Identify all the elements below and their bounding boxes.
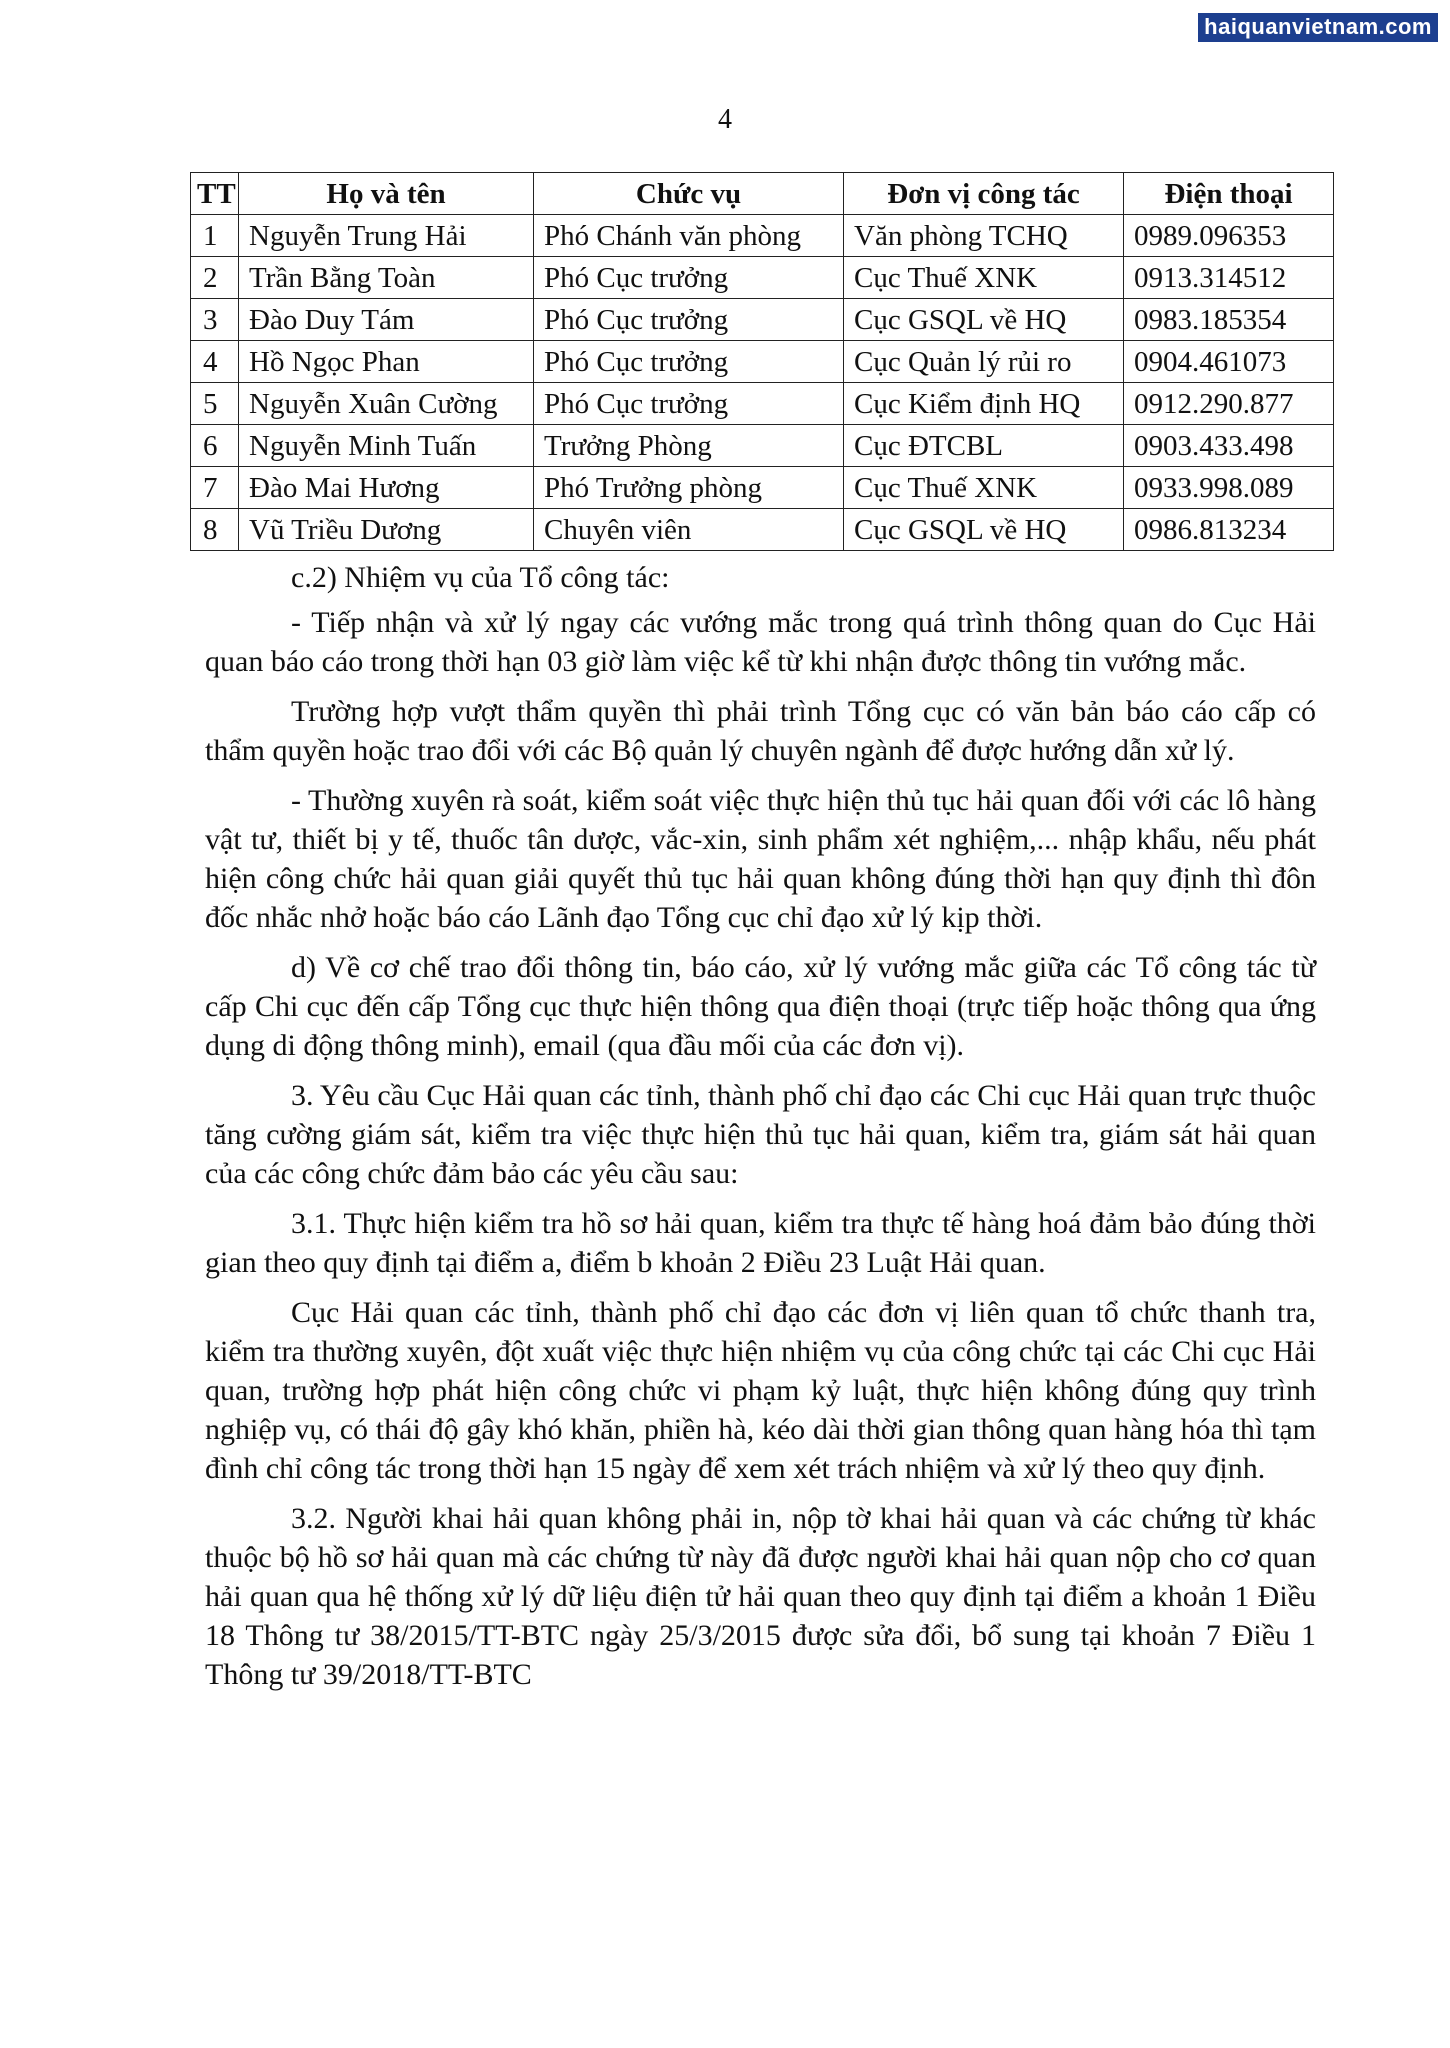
cell-tt: 2 (191, 257, 239, 299)
cell-name: Nguyễn Xuân Cường (239, 383, 534, 425)
cell-position: Phó Cục trưởng (534, 341, 844, 383)
document-body (205, 558, 1316, 1705)
cell-phone: 0904.461073 (1124, 341, 1334, 383)
cell-name: Trần Bằng Toàn (239, 257, 534, 299)
cell-tt: 3 (191, 299, 239, 341)
paragraph: 3. Yêu cầu Cục Hải quan các tỉnh, thành phố chỉ đạo các Chi cục Hải quan trực thuộc tăng cường giám sát, kiểm tra việc thực hiện thủ tục hải quan, kiểm tra, giám sát hải quan của các công chức đảm bảo các yêu cầu sau: (205, 1079, 1316, 1190)
cell-phone: 0912.290.877 (1124, 383, 1334, 425)
staff-table (190, 172, 1334, 551)
section-heading-c2: c.2) Nhiệm vụ của Tổ công tác: (291, 561, 670, 594)
cell-unit: Cục Quản lý rủi ro (844, 341, 1124, 383)
paragraph: Cục Hải quan các tỉnh, thành phố chỉ đạo các đơn vị liên quan tổ chức thanh tra, kiểm tra thường xuyên, đột xuất việc thực hiện nhiệm vụ của công chức tại các Chi cục Hải quan, trường hợp phát hiện công chức vi phạm kỷ luật, thực hiện không đúng quy trình nghiệp vụ, có thái độ gây khó khăn, phiền hà, kéo dài thời gian thông quan hàng hóa thì tạm đình chỉ công tác trong thời hạn 15 ngày để xem xét trách nhiệm và xử lý theo quy định. (205, 1296, 1316, 1485)
cell-position: Phó Cục trưởng (534, 299, 844, 341)
header-tt: TT (191, 173, 239, 215)
cell-tt: 6 (191, 425, 239, 467)
cell-phone: 0989.096353 (1124, 215, 1334, 257)
header-position: Chức vụ (534, 173, 844, 215)
table-row (191, 299, 1334, 341)
cell-position: Phó Trưởng phòng (534, 467, 844, 509)
cell-name: Vũ Triều Dương (239, 509, 534, 551)
table-row (191, 383, 1334, 425)
cell-unit: Văn phòng TCHQ (844, 215, 1124, 257)
cell-unit: Cục Kiểm định HQ (844, 383, 1124, 425)
header-unit: Đơn vị công tác (844, 173, 1124, 215)
cell-tt: 4 (191, 341, 239, 383)
table-row (191, 215, 1334, 257)
paragraph: Trường hợp vượt thẩm quyền thì phải trình Tổng cục có văn bản báo cáo cấp có thẩm quyền hoặc trao đổi với các Bộ quản lý chuyên ngành để được hướng dẫn xử lý. (205, 695, 1316, 767)
cell-position: Chuyên viên (534, 509, 844, 551)
cell-unit: Cục Thuế XNK (844, 257, 1124, 299)
paragraph: d) Về cơ chế trao đổi thông tin, báo cáo, xử lý vướng mắc giữa các Tổ công tác từ cấp Chi cục đến cấp Tổng cục thực hiện thông qua điện thoại (trực tiếp hoặc thông qua ứng dụng di động thông minh), email (qua đầu mối của các đơn vị). (205, 951, 1316, 1062)
cell-tt: 5 (191, 383, 239, 425)
cell-position: Phó Chánh văn phòng (534, 215, 844, 257)
cell-position: Trưởng Phòng (534, 425, 844, 467)
paragraph: - Tiếp nhận và xử lý ngay các vướng mắc trong quá trình thông quan do Cục Hải quan báo cáo trong thời hạn 03 giờ làm việc kể từ khi nhận được thông tin vướng mắc. (205, 606, 1316, 678)
cell-phone: 0903.433.498 (1124, 425, 1334, 467)
cell-phone: 0913.314512 (1124, 257, 1334, 299)
header-phone: Điện thoại (1124, 173, 1334, 215)
cell-phone: 0986.813234 (1124, 509, 1334, 551)
cell-phone: 0933.998.089 (1124, 467, 1334, 509)
cell-tt: 8 (191, 509, 239, 551)
cell-unit: Cục GSQL về HQ (844, 509, 1124, 551)
cell-unit: Cục GSQL về HQ (844, 299, 1124, 341)
cell-name: Hồ Ngọc Phan (239, 341, 534, 383)
paragraph: 3.2. Người khai hải quan không phải in, nộp tờ khai hải quan và các chứng từ khác thuộc bộ hồ sơ hải quan mà các chứng từ này đã được người khai hải quan nộp cho cơ quan hải quan qua hệ thống xử lý dữ liệu điện tử hải quan theo quy định tại điểm a khoản 1 Điều 18 Thông tư 38/2015/TT-BTC ngày 25/3/2015 được sửa đổi, bổ sung tại khoản 7 Điều 1 Thông tư 39/2018/TT-BTC (205, 1502, 1316, 1691)
paragraph: - Thường xuyên rà soát, kiểm soát việc thực hiện thủ tục hải quan đối với các lô hàng vật tư, thiết bị y tế, thuốc tân dược, vắc-xin, sinh phẩm xét nghiệm,... nhập khẩu, nếu phát hiện công chức hải quan giải quyết thủ tục hải quan không đúng thời hạn quy định thì đôn đốc nhắc nhở hoặc báo cáo Lãnh đạo Tổng cục chỉ đạo xử lý kịp thời. (205, 784, 1316, 934)
table-row (191, 257, 1334, 299)
cell-tt: 7 (191, 467, 239, 509)
cell-unit: Cục ĐTCBL (844, 425, 1124, 467)
cell-name: Đào Mai Hương (239, 467, 534, 509)
table-row (191, 341, 1334, 383)
cell-position: Phó Cục trưởng (534, 383, 844, 425)
cell-name: Nguyễn Trung Hải (239, 215, 534, 257)
page-number: 4 (718, 104, 732, 135)
cell-phone: 0983.185354 (1124, 299, 1334, 341)
cell-name: Đào Duy Tám (239, 299, 534, 341)
paragraph: 3.1. Thực hiện kiểm tra hồ sơ hải quan, kiểm tra thực tế hàng hoá đảm bảo đúng thời gian theo quy định tại điểm a, điểm b khoản 2 Điều 23 Luật Hải quan. (205, 1207, 1316, 1279)
table-row (191, 425, 1334, 467)
header-name: Họ và tên (239, 173, 534, 215)
cell-unit: Cục Thuế XNK (844, 467, 1124, 509)
cell-tt: 1 (191, 215, 239, 257)
cell-name: Nguyễn Minh Tuấn (239, 425, 534, 467)
table-row (191, 509, 1334, 551)
watermark-label: haiquanvietnam.com (1198, 13, 1438, 42)
table-header-row (191, 173, 1334, 215)
cell-position: Phó Cục trưởng (534, 257, 844, 299)
table-row (191, 467, 1334, 509)
